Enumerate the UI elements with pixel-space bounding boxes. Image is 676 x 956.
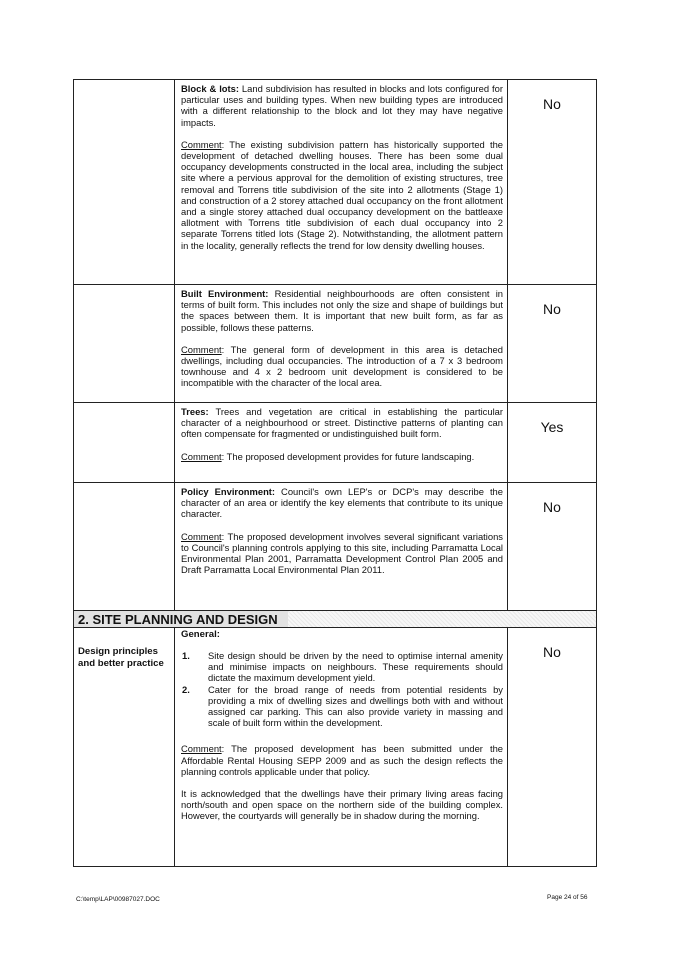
criteria-cell — [175, 80, 508, 284]
row-label: Design principles and better practice — [74, 628, 175, 866]
criteria-cell — [175, 285, 508, 402]
criteria-comment — [181, 743, 503, 777]
comment-label: Comment — [181, 450, 222, 462]
criteria-comment — [181, 451, 503, 462]
general-heading: General: — [181, 629, 220, 640]
list-text: Site design should be driven by the need to optimise internal amenity and minimise impacts on neighbours. These requirements should dictate the maximum development yield. — [208, 650, 503, 684]
list-item — [181, 650, 503, 684]
criteria-intro — [181, 83, 503, 128]
compliance-answer: No — [543, 96, 561, 112]
table-row-trees — [74, 403, 596, 483]
comment-text: : The general form of development in this area is detached dwellings, including dual occupancies. The introduction of a 7 x 3 bedroom townhouse and 4 x 2 bedroom unit development is considered to be incompatible with the character of the local area. — [181, 343, 503, 389]
empty-cell — [74, 80, 175, 284]
footer-file-path: C:\temp\LAP\00987027.DOC — [76, 896, 160, 903]
criteria-heading: Trees: — [181, 406, 209, 417]
criteria-cell — [175, 403, 508, 482]
criteria-intro — [181, 288, 503, 333]
criteria-comment — [181, 531, 503, 576]
comment-text: : The proposed development has been submitted under the Affordable Rental Housing SEPP 2009 and as such the design reflects the planning controls applicable under that policy. — [181, 743, 503, 777]
table-row-design-principles — [74, 628, 596, 866]
assessment-table — [73, 79, 597, 867]
criteria-heading: Block & lots: — [181, 83, 239, 94]
table-row-policy-environment — [74, 483, 596, 611]
criteria-intro — [181, 406, 503, 440]
criteria-text: Land subdivision has resulted in blocks and lots configured for particular uses and building types. When new building types are introduced with a different relationship to the block and lot they may have negative impacts. — [181, 83, 503, 128]
comment-text: : The proposed development provides for future landscaping. — [221, 450, 475, 462]
comment-text: : The existing subdivision pattern has historically supported the development of detached dwelling houses. There has been some dual occupancy developments constructed in the local area, including the subject site where a pervious approval for the demolition of existing structures, tree removal and Torrens title subdivision of the site into 2 allotments (Stage 1) and construction of a 2 storey attached dual occupancy on the front allotment and a single storey attached dual occupancy development on the battleaxe allotment with Torrens title subdivision of each dual occupancy into 2 separate Torrens titled lots (Stage 2). Notwithstanding, the allotment pattern in the locality, generally reflects the trend for low density dwelling houses. — [181, 138, 503, 251]
section-title: 2. SITE PLANNING AND DESIGN — [74, 611, 288, 627]
criteria-cell — [175, 483, 508, 610]
comment-label: Comment — [181, 530, 222, 542]
list-number: 1. — [182, 650, 190, 661]
compliance-answer: No — [543, 499, 561, 515]
criteria-comment — [181, 344, 503, 389]
list-text: Cater for the broad range of needs from potential residents by providing a mix of dwelling sizes and dwellings both with and without assigned car parking. This can also provide variety in massing and scale of built form within the development. — [208, 683, 503, 729]
empty-cell — [74, 403, 175, 482]
criteria-cell — [175, 628, 508, 866]
criteria-heading: Built Environment: — [181, 288, 269, 299]
criteria-text: Council's own LEP's or DCP's may describe the character of an area or identify the key elements that contribute to its unique character. — [181, 486, 503, 520]
compliance-answer: Yes — [540, 419, 564, 435]
comment-label: Comment — [181, 743, 222, 755]
comment-text: : The proposed development involves several significant variations to Council's planning controls applying to this site, including Parramatta Local Environmental Plan 2001, Parramatta Development Control Plan 2005 and Draft Parramatta Local Environmental Plan 2011. — [181, 530, 503, 576]
criteria-text: Trees and vegetation are critical in establishing the particular character of a neighbourhood or street. Distinctive patterns of planting can often compensate for fragmented or undistinguished built form. — [181, 406, 503, 440]
empty-cell — [74, 483, 175, 610]
empty-cell — [74, 285, 175, 402]
list-item — [181, 684, 503, 729]
compliance-answer: No — [543, 301, 561, 317]
criteria-heading: Policy Environment: — [181, 486, 276, 497]
comment-label: Comment — [181, 138, 222, 150]
compliance-answer: No — [543, 644, 561, 660]
criteria-comment — [181, 139, 503, 251]
footer-page-number: Page 24 of 56 — [547, 894, 588, 901]
criteria-intro — [181, 486, 503, 520]
list-number: 2. — [182, 683, 190, 695]
criteria-note: It is acknowledged that the dwellings have their primary living areas facing north/south and open space on the northern side of the building complex. However, the courtyards will generally be in shadow during the morning. — [181, 788, 503, 822]
section-header — [74, 611, 596, 628]
table-row-built-environment — [74, 285, 596, 403]
comment-label: Comment — [181, 343, 222, 355]
criteria-text: Residential neighbourhoods are often consistent in terms of built form. This includes not only the size and shape of buildings but the spaces between them. It is important that new built form, as far as possible, follows these patterns. — [181, 288, 503, 333]
table-row-block-lots — [74, 80, 596, 285]
